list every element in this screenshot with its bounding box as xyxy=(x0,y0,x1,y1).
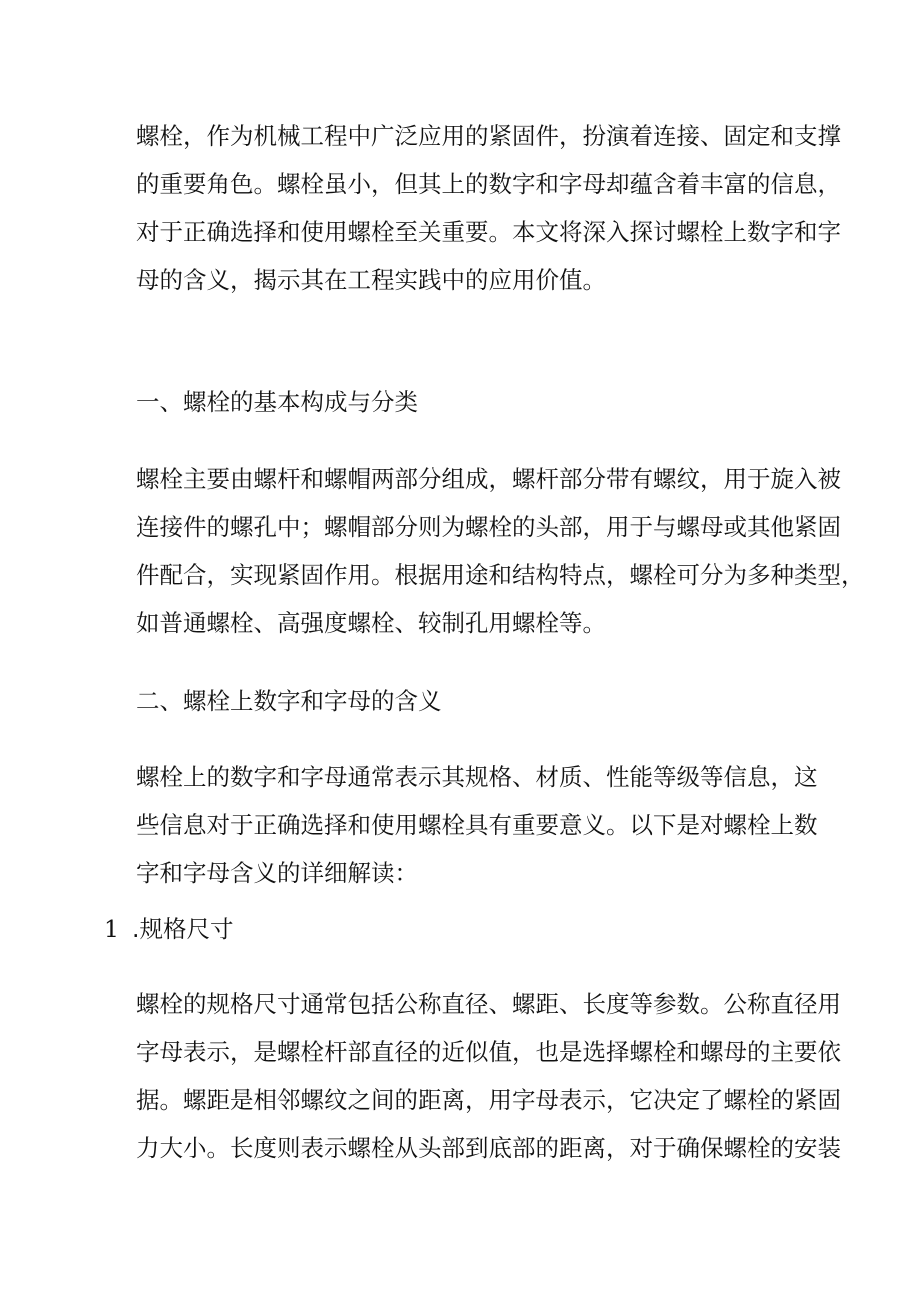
subsection1-line-3: 据。螺距是相邻螺纹之间的距离，用字母表示，它决定了螺栓的紧固 xyxy=(136,1086,841,1114)
intro-line-3: 对于正确选择和使用螺栓至关重要。本文将深入探讨螺栓上数字和字 xyxy=(136,218,841,246)
subsection1-heading xyxy=(104,913,233,945)
intro-line-2: 的重要角色。螺栓虽小，但其上的数字和字母却蕴含着丰富的信息， xyxy=(136,170,841,198)
subsection1-line-1: 螺栓的规格尺寸通常包括公称直径、螺距、长度等参数。公称直径用 xyxy=(136,990,841,1018)
section2-paragraph xyxy=(136,753,818,897)
section1-paragraph xyxy=(136,455,865,647)
subsection1-title: .规格尺寸 xyxy=(132,915,234,943)
subsection1-number: 1 xyxy=(104,915,119,943)
subsection1-line-4: 力大小。长度则表示螺栓从头部到底部的距离，对于确保螺栓的安装 xyxy=(136,1134,841,1162)
section1-line-1: 螺栓主要由螺杆和螺帽两部分组成，螺杆部分带有螺纹，用于旋入被 xyxy=(136,465,841,493)
section2-heading: 二、螺栓上数字和字母的含义 xyxy=(136,687,442,715)
intro-line-4: 母的含义，揭示其在工程实践中的应用价值。 xyxy=(136,266,606,294)
section1-line-2: 连接件的螺孔中；螺帽部分则为螺栓的头部，用于与螺母或其他紧固 xyxy=(136,513,841,541)
section2-line-1: 螺栓上的数字和字母通常表示其规格、材质、性能等级等信息，这 xyxy=(136,763,818,791)
section1-heading: 一、螺栓的基本构成与分类 xyxy=(136,388,418,416)
intro-paragraph xyxy=(136,112,841,304)
section2-line-2: 些信息对于正确选择和使用螺栓具有重要意义。以下是对螺栓上数 xyxy=(136,811,818,839)
subsection1-paragraph xyxy=(136,980,841,1172)
subsection1-line-2: 字母表示，是螺栓杆部直径的近似值，也是选择螺栓和螺母的主要依 xyxy=(136,1038,841,1066)
section1-line-3: 件配合，实现紧固作用。根据用途和结构特点，螺栓可分为多种类型， xyxy=(136,561,865,589)
section2-line-3: 字和字母含义的详细解读： xyxy=(136,859,418,887)
section1-line-4: 如普通螺栓、高强度螺栓、较制孔用螺栓等。 xyxy=(136,609,606,637)
intro-line-1: 螺栓，作为机械工程中广泛应用的紧固件，扮演着连接、固定和支撑 xyxy=(136,122,841,150)
